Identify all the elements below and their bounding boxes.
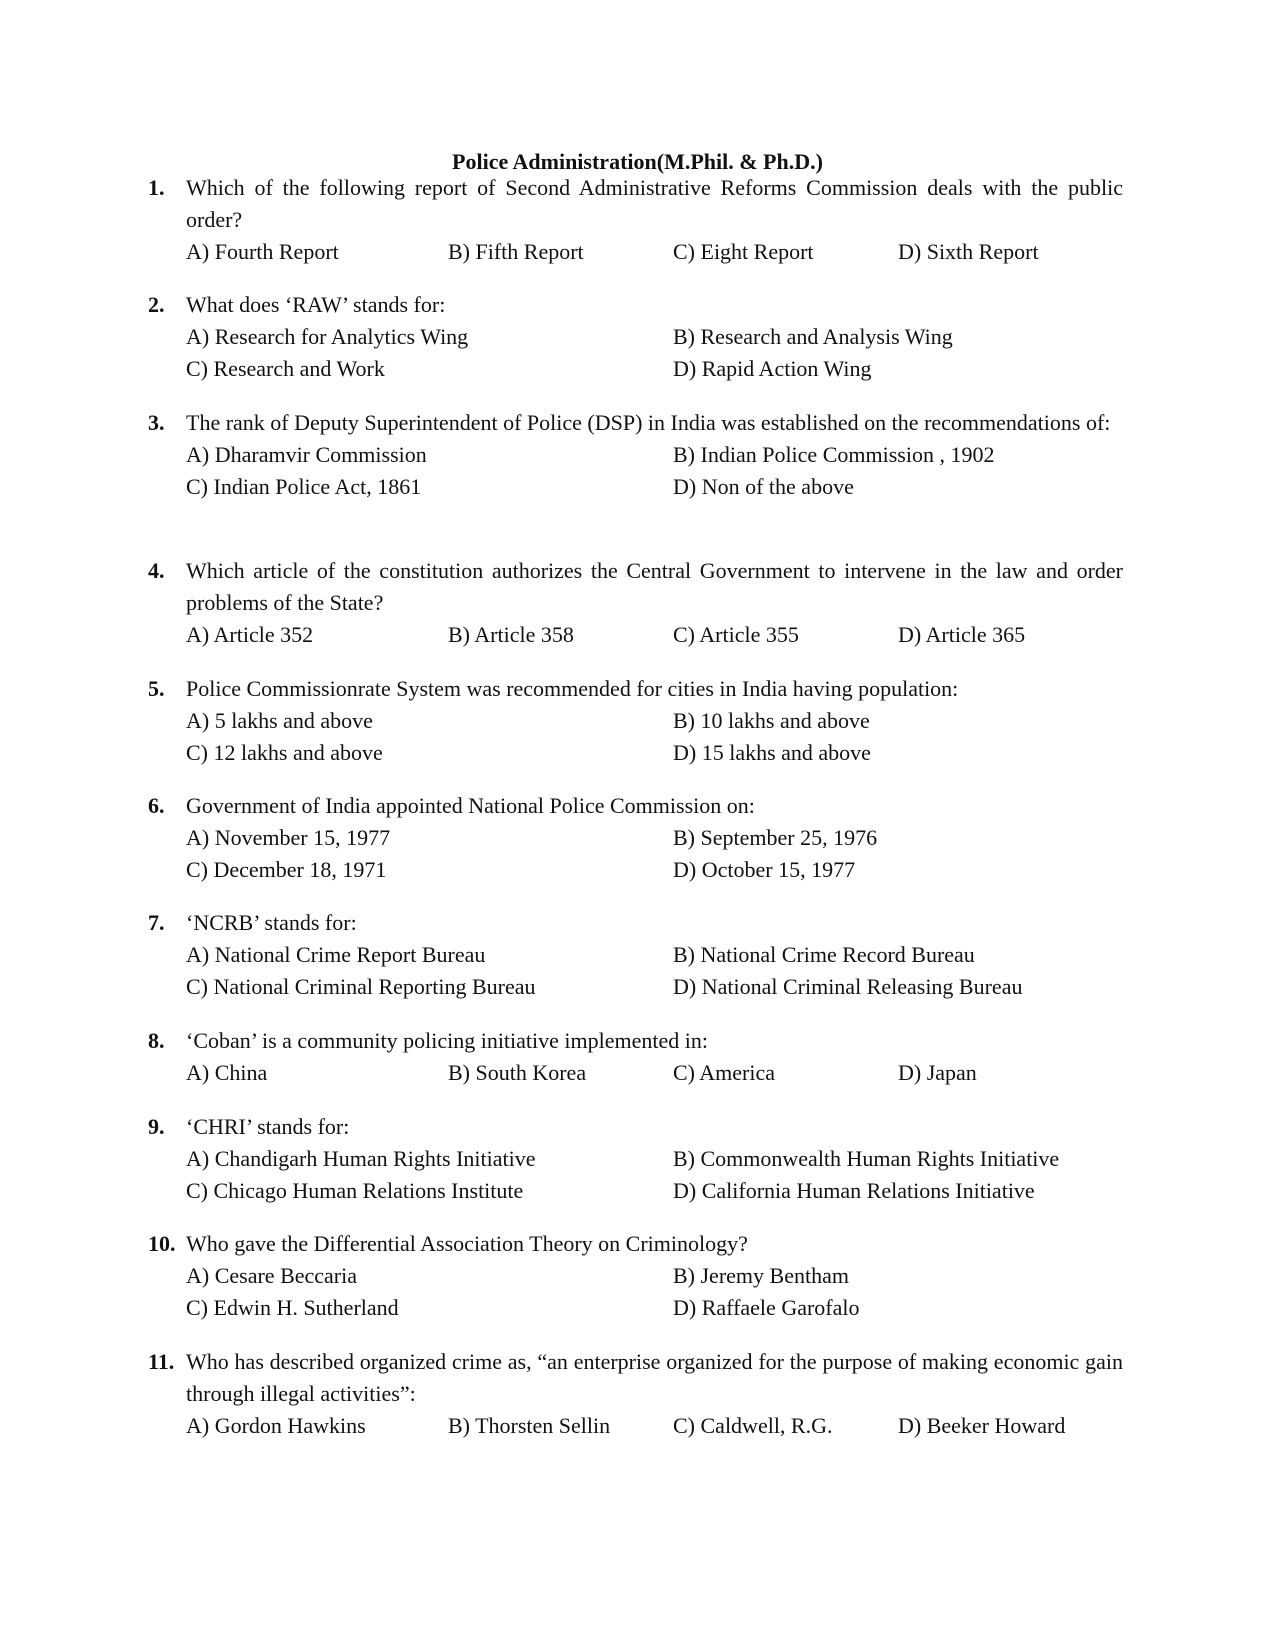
option-d: D) 15 lakhs and above bbox=[673, 740, 871, 765]
options-row bbox=[186, 471, 1123, 503]
option-a: A) Fourth Report bbox=[186, 239, 339, 264]
question-number: 3. bbox=[148, 410, 165, 435]
option-d: D) Sixth Report bbox=[898, 239, 1039, 264]
option-a: A) 5 lakhs and above bbox=[186, 708, 373, 733]
option-c: C) Eight Report bbox=[673, 239, 814, 264]
option-b: B) September 25, 1976 bbox=[673, 825, 878, 850]
question-number: 8. bbox=[148, 1028, 165, 1053]
options-row bbox=[186, 1057, 1123, 1089]
option-a: A) Gordon Hawkins bbox=[186, 1413, 366, 1438]
question-text: Which of the following report of Second Administrative Reforms Commission deals with the public order? bbox=[186, 175, 1123, 232]
option-b: B) Fifth Report bbox=[448, 239, 584, 264]
option-c: C) Caldwell, R.G. bbox=[673, 1413, 833, 1438]
option-d: D) Article 365 bbox=[898, 622, 1026, 647]
options-row bbox=[186, 439, 1123, 471]
question-7 bbox=[148, 907, 1123, 1003]
options-row bbox=[186, 854, 1123, 886]
page-title: Police Administration(M.Phil. & Ph.D.) bbox=[452, 149, 823, 174]
question-text: Which article of the constitution authorizes the Central Government to intervene in the law and order problems of the State? bbox=[186, 558, 1123, 615]
option-d: D) Rapid Action Wing bbox=[673, 356, 872, 381]
question-1 bbox=[148, 172, 1123, 268]
option-b: B) 10 lakhs and above bbox=[673, 708, 870, 733]
question-number: 6. bbox=[148, 793, 165, 818]
question-number: 2. bbox=[148, 292, 165, 317]
option-c: C) 12 lakhs and above bbox=[186, 740, 383, 765]
question-5 bbox=[148, 673, 1123, 769]
options-row bbox=[186, 737, 1123, 769]
option-b: B) National Crime Record Bureau bbox=[673, 942, 975, 967]
option-d: D) Raffaele Garofalo bbox=[673, 1295, 860, 1320]
option-b: B) Article 358 bbox=[448, 622, 574, 647]
question-number: 9. bbox=[148, 1114, 165, 1139]
question-2 bbox=[148, 289, 1123, 385]
question-4 bbox=[148, 555, 1123, 651]
option-b: B) Research and Analysis Wing bbox=[673, 324, 953, 349]
option-d: D) Japan bbox=[898, 1060, 977, 1085]
option-c: C) America bbox=[673, 1060, 776, 1085]
question-text: ‘NCRB’ stands for: bbox=[186, 910, 357, 935]
option-b: B) Thorsten Sellin bbox=[448, 1413, 611, 1438]
option-c: C) Edwin H. Sutherland bbox=[186, 1295, 399, 1320]
question-text: ‘CHRI’ stands for: bbox=[186, 1114, 350, 1139]
options-row bbox=[186, 822, 1123, 854]
option-d: D) October 15, 1977 bbox=[673, 857, 856, 882]
option-c: C) Chicago Human Relations Institute bbox=[186, 1178, 524, 1203]
options-row bbox=[186, 1143, 1123, 1175]
question-6 bbox=[148, 790, 1123, 886]
question-9 bbox=[148, 1111, 1123, 1207]
options-row bbox=[186, 1260, 1123, 1292]
question-number: 7. bbox=[148, 910, 165, 935]
question-text: Government of India appointed National Police Commission on: bbox=[186, 793, 755, 818]
option-a: A) Research for Analytics Wing bbox=[186, 324, 469, 349]
options-row bbox=[186, 705, 1123, 737]
options-row bbox=[186, 321, 1123, 353]
question-number: 4. bbox=[148, 558, 165, 583]
question-text: Who gave the Differential Association Theory on Criminology? bbox=[186, 1231, 748, 1256]
option-a: A) November 15, 1977 bbox=[186, 825, 391, 850]
options-row bbox=[186, 1175, 1123, 1207]
question-text: What does ‘RAW’ stands for: bbox=[186, 292, 446, 317]
question-number: 1. bbox=[148, 175, 165, 200]
question-number: 5. bbox=[148, 676, 165, 701]
options-row bbox=[186, 939, 1123, 971]
option-c: C) Indian Police Act, 1861 bbox=[186, 474, 422, 499]
question-number: 11. bbox=[148, 1349, 175, 1374]
option-d: D) California Human Relations Initiative bbox=[673, 1178, 1035, 1203]
question-11 bbox=[148, 1346, 1123, 1442]
question-10 bbox=[148, 1228, 1123, 1324]
option-c: C) December 18, 1971 bbox=[186, 857, 387, 882]
option-a: A) Article 352 bbox=[186, 622, 314, 647]
option-b: B) Commonwealth Human Rights Initiative bbox=[673, 1146, 1060, 1171]
question-number: 10. bbox=[148, 1231, 176, 1256]
question-text: ‘Coban’ is a community policing initiative implemented in: bbox=[186, 1028, 708, 1053]
option-b: B) South Korea bbox=[448, 1060, 587, 1085]
options-row bbox=[186, 971, 1123, 1003]
option-c: C) Article 355 bbox=[673, 622, 799, 647]
question-text: Police Commissionrate System was recommended for cities in India having population: bbox=[186, 676, 959, 701]
options-row bbox=[186, 1410, 1123, 1442]
question-text: Who has described organized crime as, “an enterprise organized for the purpose of making economic gain through illegal activities”: bbox=[186, 1349, 1123, 1406]
option-a: A) National Crime Report Bureau bbox=[186, 942, 486, 967]
question-3 bbox=[148, 407, 1123, 503]
question-8 bbox=[148, 1025, 1123, 1089]
options-row bbox=[186, 353, 1123, 385]
options-row bbox=[186, 619, 1123, 651]
option-a: A) China bbox=[186, 1060, 268, 1085]
option-b: B) Indian Police Commission , 1902 bbox=[673, 442, 995, 467]
question-text: The rank of Deputy Superintendent of Police (DSP) in India was established on the recommendations of: bbox=[186, 410, 1111, 435]
option-b: B) Jeremy Bentham bbox=[673, 1263, 849, 1288]
option-c: C) Research and Work bbox=[186, 356, 385, 381]
option-a: A) Chandigarh Human Rights Initiative bbox=[186, 1146, 536, 1171]
options-row bbox=[186, 1292, 1123, 1324]
option-a: A) Cesare Beccaria bbox=[186, 1263, 358, 1288]
option-d: D) Beeker Howard bbox=[898, 1413, 1066, 1438]
options-row bbox=[186, 236, 1123, 268]
option-c: C) National Criminal Reporting Bureau bbox=[186, 974, 536, 999]
option-d: D) National Criminal Releasing Bureau bbox=[673, 974, 1023, 999]
option-a: A) Dharamvir Commission bbox=[186, 442, 427, 467]
option-d: D) Non of the above bbox=[673, 474, 854, 499]
